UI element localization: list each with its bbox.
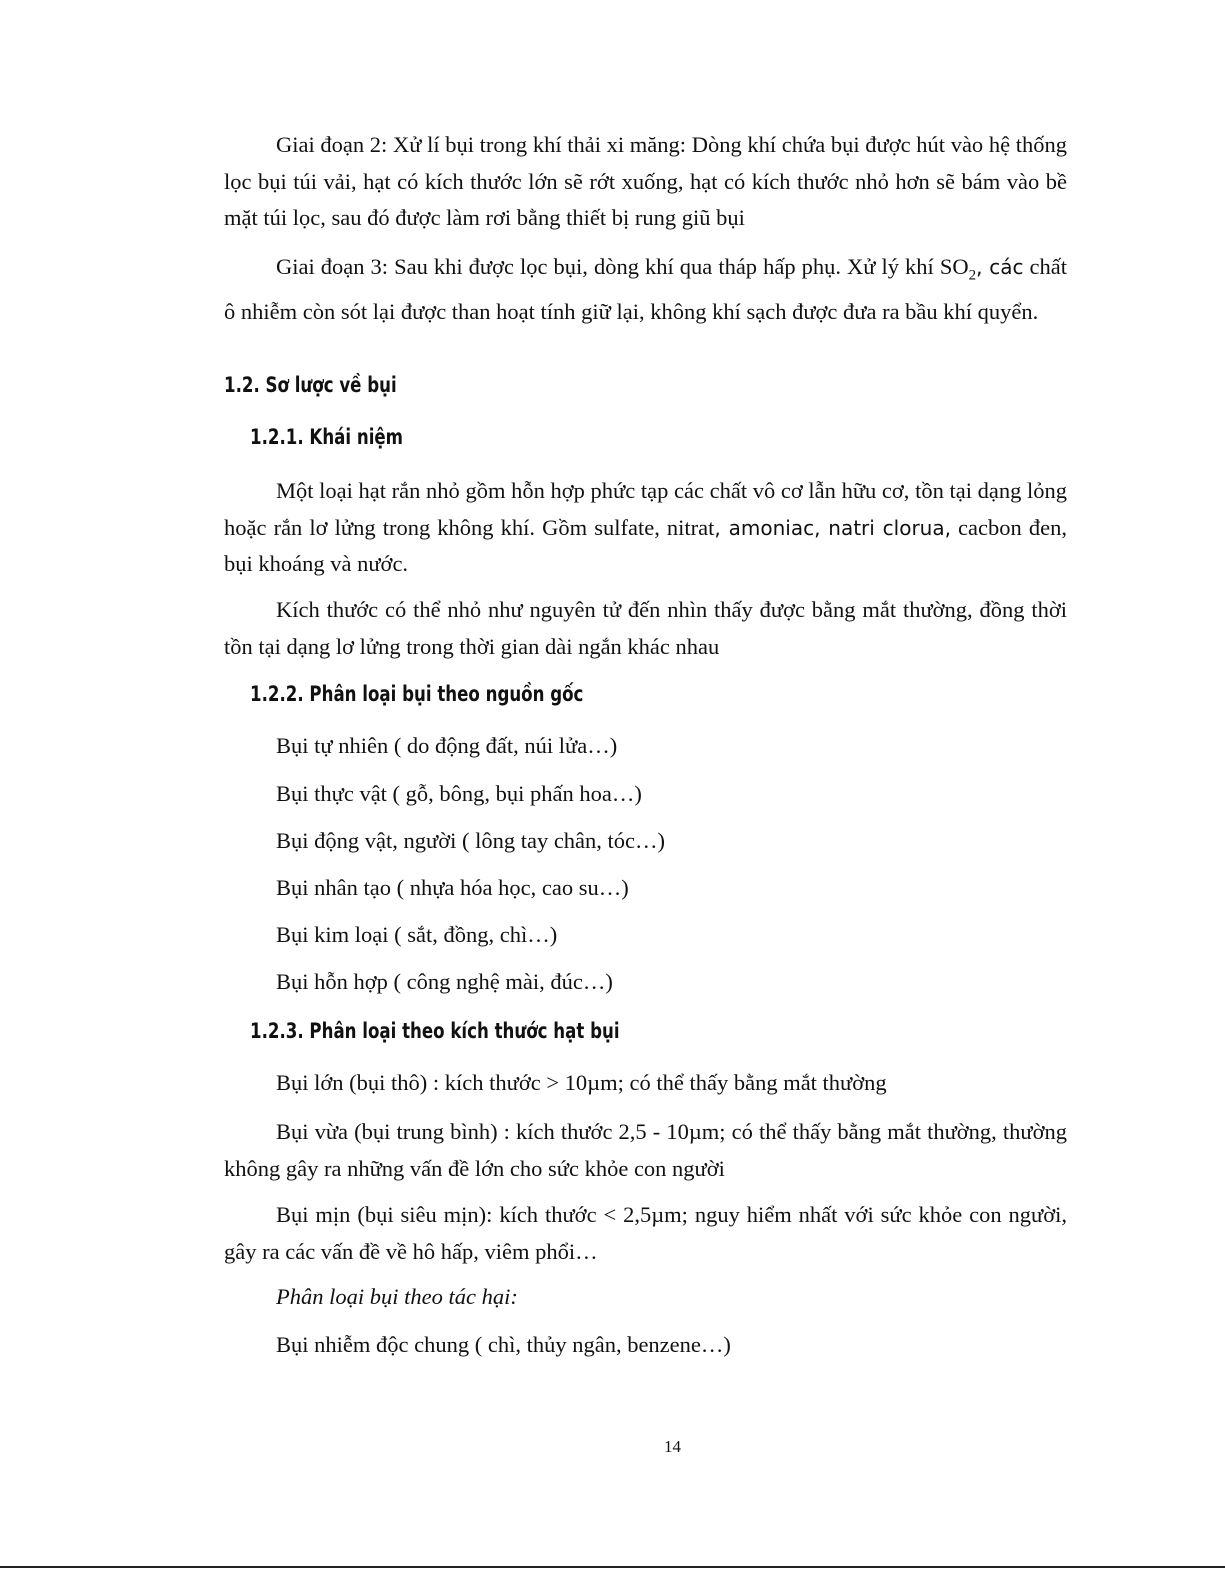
harm-classification-label: Phân loại bụi theo tác hại: (276, 1284, 518, 1309)
bottom-divider (0, 1566, 1225, 1568)
definition-sans-text: , amoniac, natri clorua, (714, 515, 951, 540)
section-heading-1-2: 1.2. Sơ lược về bụi (224, 373, 397, 397)
stage-3-text-start: Giai đoạn 3: Sau khi được lọc bụi, dòng khí qua tháp hấp phụ. Xử lý khí SO (276, 254, 969, 279)
paragraph-stage-2 (224, 127, 1067, 237)
paragraph-medium-dust (224, 1114, 1067, 1187)
list-item: Bụi tự nhiên ( do động đất, núi lửa…) (276, 733, 618, 758)
list-item: Bụi thực vật ( gỗ, bông, bụi phấn hoa…) (276, 781, 642, 806)
definition-text-end: cacbon đen, bụi khoáng và nước. (224, 514, 1067, 576)
so2-subscript: 2 (968, 267, 977, 284)
medium-dust-text: Bụi vừa (bụi trung bình) : kích thước 2,5 - 10µm; có thể thấy bằng mắt thường, thường không gây ra những vấn đề lớn cho sức khỏe con người (224, 1119, 1067, 1181)
list-item: Bụi kim loại ( sắt, đồng, chì…) (276, 922, 558, 947)
paragraph-stage-2-text: Giai đoạn 2: Xử lí bụi trong khí thải xi măng: Dòng khí chứa bụi được hút vào hệ thống lọc bụi túi vải, hạt có kích thước lớn sẽ rớt xuống, hạt có kích thước nhỏ hơn sẽ bám vào bề mặt túi lọc, sau đó được làm rơi bằng thiết bị rung giũ bụi (224, 132, 1067, 230)
paragraph-fine-dust (224, 1197, 1067, 1270)
list-item: Bụi nhiễm độc chung ( chì, thủy ngân, benzene…) (276, 1332, 731, 1357)
page-number: 14 (664, 1437, 681, 1456)
list-item: Bụi lớn (bụi thô) : kích thước > 10µm; có thể thấy bằng mắt thường (276, 1070, 887, 1095)
paragraph-size (224, 592, 1067, 665)
fine-dust-text: Bụi mịn (bụi siêu mịn): kích thước < 2,5µm; nguy hiểm nhất với sức khỏe con người, gây ra các vấn đề về hô hấp, viêm phổi… (224, 1202, 1067, 1264)
size-paragraph-text: Kích thước có thể nhỏ như nguyên tử đến nhìn thấy được bằng mắt thường, đồng thời tồn tại dạng lơ lửng trong thời gian dài ngắn khác nhau (224, 597, 1067, 659)
list-item: Bụi hỗn hợp ( công nghệ mài, đúc…) (276, 969, 613, 994)
paragraph-definition (224, 473, 1067, 583)
list-item: Bụi nhân tạo ( nhựa hóa học, cao su…) (276, 875, 629, 900)
section-heading-1-2-3: 1.2.3. Phân loại theo kích thước hạt bụi (250, 1019, 620, 1043)
section-heading-1-2-1: 1.2.1. Khái niệm (250, 425, 403, 449)
stage-3-sans-text: , các (976, 255, 1024, 279)
list-item: Bụi động vật, người ( lông tay chân, tóc…) (276, 828, 666, 853)
section-heading-1-2-2: 1.2.2. Phân loại bụi theo nguồn gốc (250, 682, 584, 706)
definition-text-start: Một loại hạt rắn nhỏ gồm hỗn hợp phức tạp các chất vô cơ lẫn hữu cơ, tồn tại dạng lỏng hoặc rắn lơ lửng trong không khí. Gồm sulfate, nitrat (224, 478, 1067, 540)
stage-3-text-end: chất ô nhiễm còn sót lại được than hoạt tính giữ lại, không khí sạch được đưa ra bầu khí quyển. (224, 254, 1067, 324)
paragraph-stage-3 (224, 249, 1067, 331)
